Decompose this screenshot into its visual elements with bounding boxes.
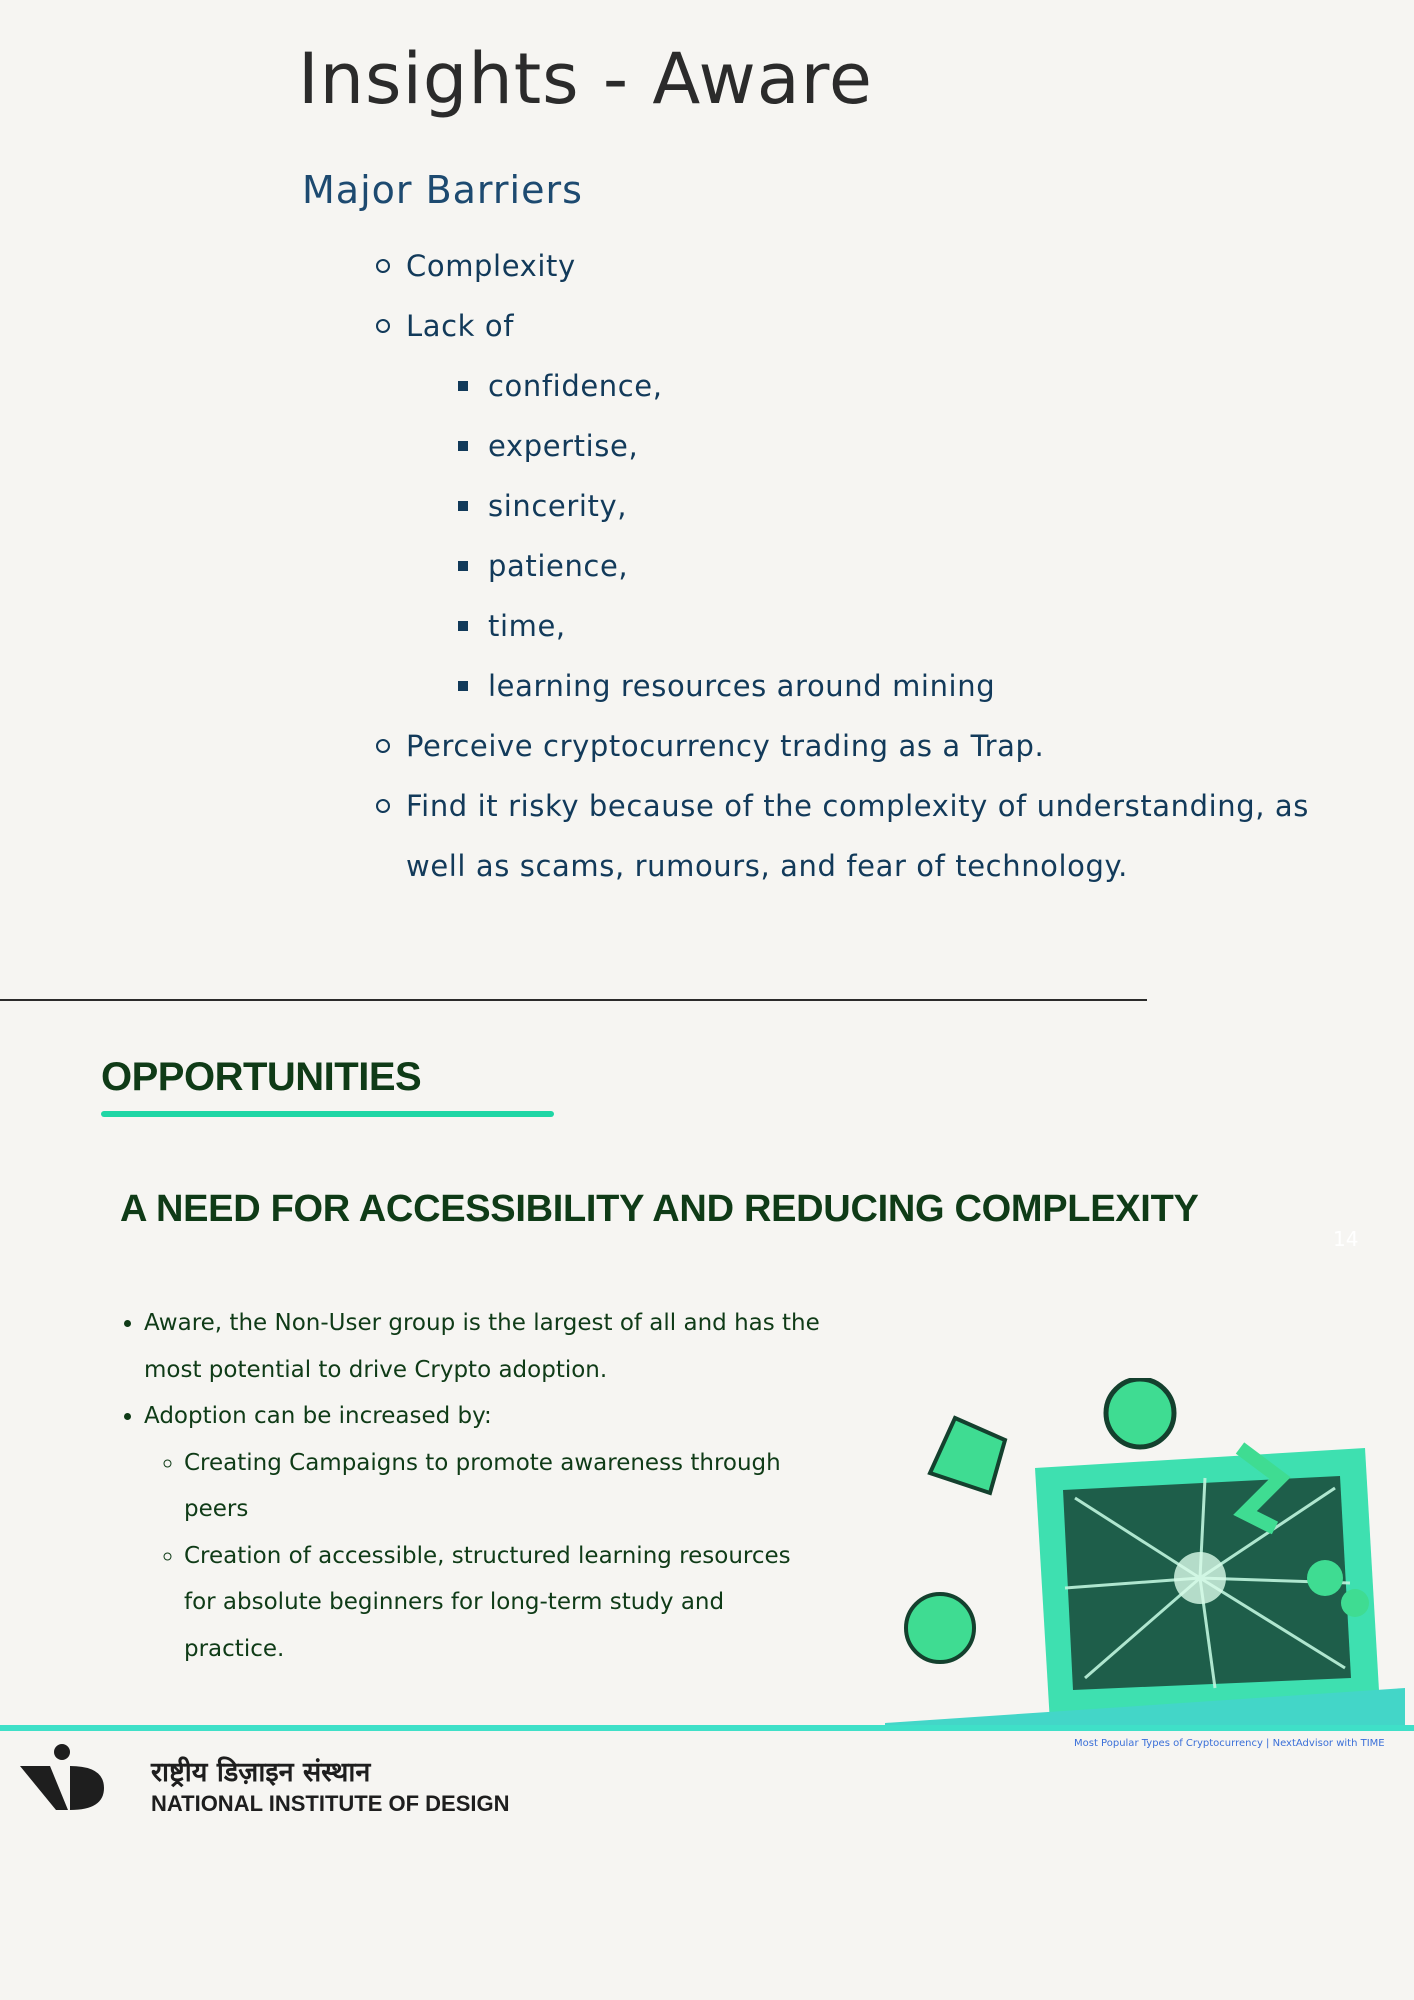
list-item: Find it risky because of the complexity of understanding, as well as scams, rumours, and fear of technology. [376, 776, 1376, 896]
opportunity-title: A NEED FOR ACCESSIBILITY AND REDUCING COMPLEXITY [120, 1188, 1199, 1230]
institute-name: NATIONAL INSTITUTE OF DESIGN [151, 1791, 510, 1816]
list-item: confidence, [458, 356, 1376, 416]
list-item: time, [458, 596, 1376, 656]
list-item: • Aware, the Non-User group is the largest of all and has the most potential to drive Crypto adoption. [144, 1300, 824, 1393]
heading-underline [101, 1111, 554, 1117]
page-title: Insights - Aware [298, 38, 873, 120]
list-item-label: Adoption can be increased by: [144, 1403, 492, 1429]
footer-rule [0, 1725, 1414, 1731]
list-item: expertise, [458, 416, 1376, 476]
list-item [144, 1393, 824, 1672]
list-item: ◦ Creating Campaigns to promote awareness through peers [184, 1440, 824, 1533]
barriers-list [376, 236, 1376, 896]
section-subtitle: Major Barriers [302, 168, 583, 212]
list-item: Perceive cryptocurrency trading as a Trap. [376, 716, 1376, 776]
list-item: learning resources around mining [458, 656, 1376, 716]
lack-of-list [406, 356, 1376, 716]
institute-name-hindi: राष्ट्रीय डिज़ाइन संस्थान [151, 1757, 371, 1788]
page-number: 14 [1333, 1227, 1359, 1251]
list-item [376, 296, 1376, 716]
list-item: Complexity [376, 236, 1376, 296]
source-credit: Most Popular Types of Cryptocurrency | NextAdvisor with TIME [1074, 1738, 1385, 1749]
opportunities-heading: OPPORTUNITIES [101, 1055, 422, 1099]
adoption-sublist [144, 1440, 824, 1673]
crypto-laptop-illustration [885, 1378, 1405, 1728]
list-item-label: Lack of [406, 309, 515, 343]
list-item: ◦ Creation of accessible, structured learning resources for absolute beginners for long-term study and practice. [184, 1533, 824, 1673]
list-item: patience, [458, 536, 1376, 596]
list-item: sincerity, [458, 476, 1376, 536]
opportunity-points [116, 1300, 824, 1672]
nid-logo [20, 1744, 106, 1814]
section-divider [0, 999, 1147, 1001]
